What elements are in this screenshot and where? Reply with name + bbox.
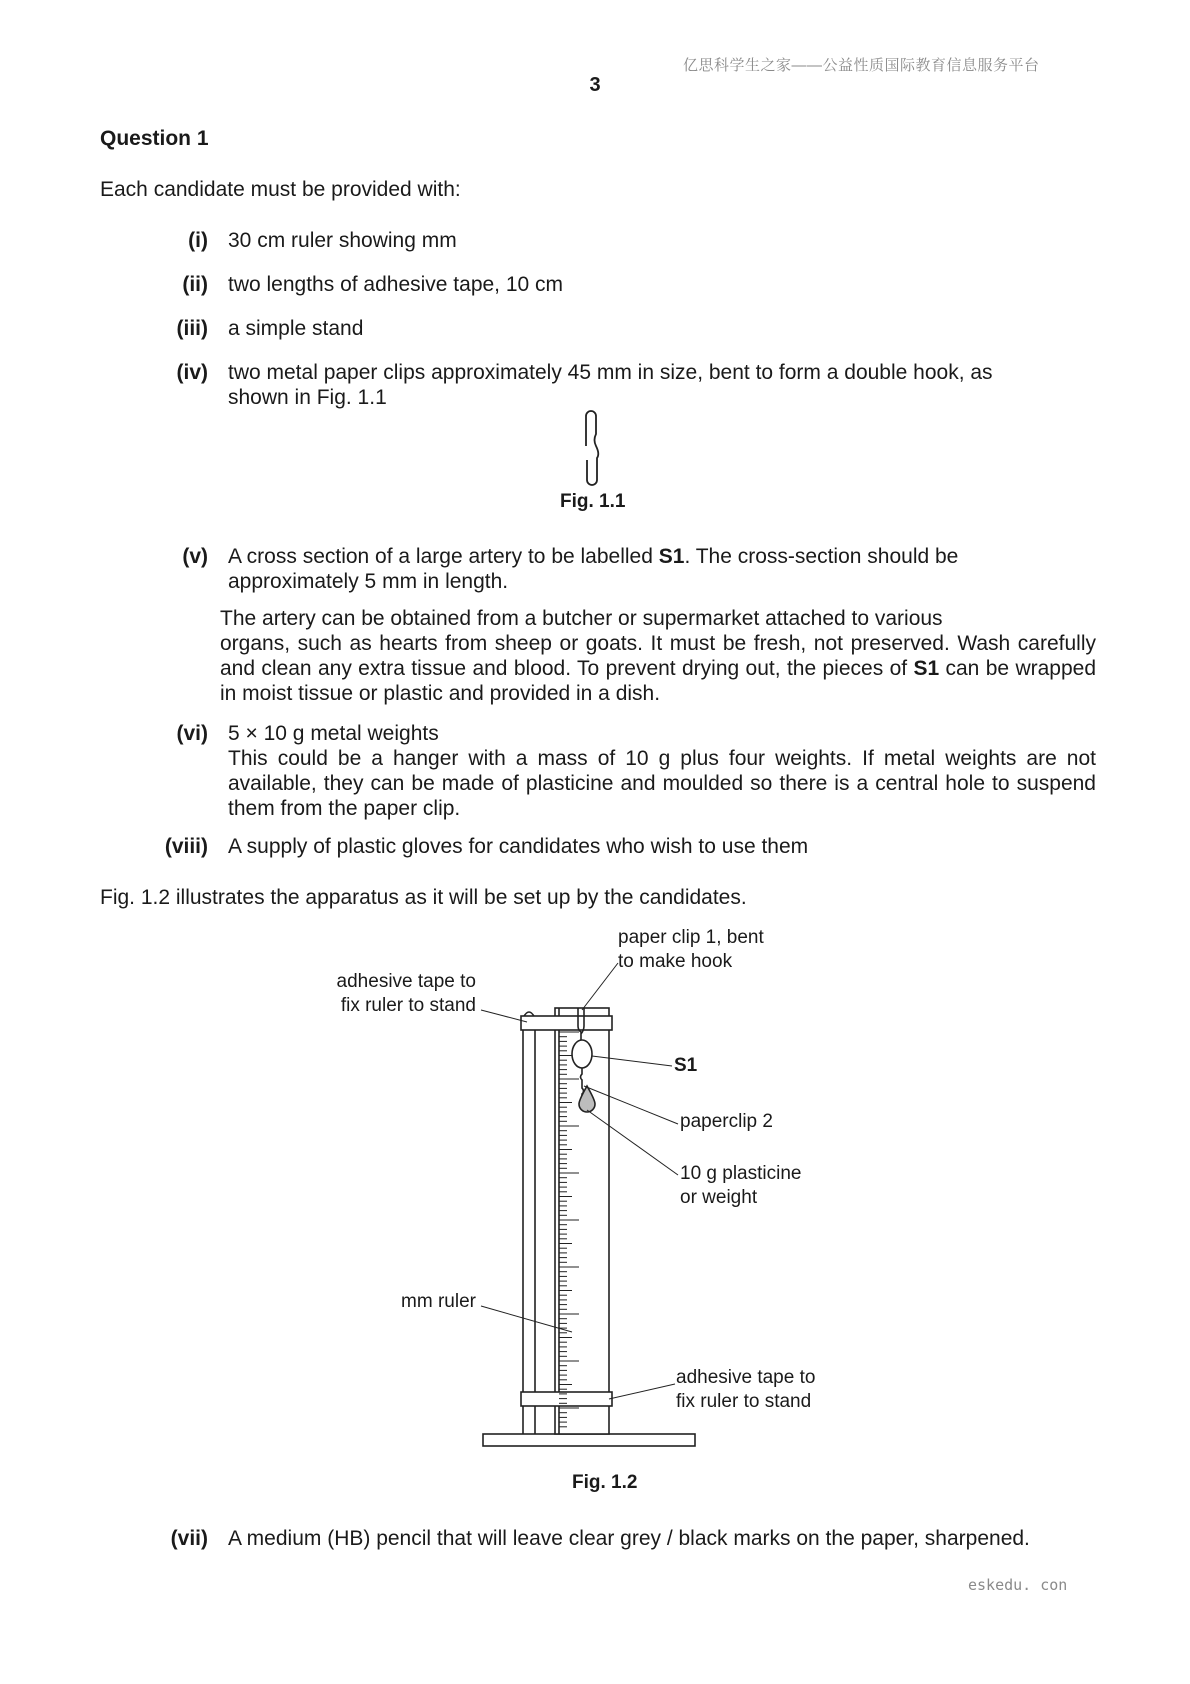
label-weight-line1: 10 g plasticine (680, 1163, 802, 1184)
label-tape-top (300, 970, 476, 1018)
item-label-v-text: (v) (182, 545, 208, 568)
header-site-text: 亿思科学生之家——公益性质国际教育信息服务平台 (683, 57, 1040, 74)
label-tape-top-line1: adhesive tape to (336, 971, 476, 992)
fig-1-2-intro: Fig. 1.2 illustrates the apparatus as it will be set up by the candidates. (100, 886, 747, 909)
item-text-v-after: . The cross-section should be (684, 545, 959, 568)
item-text-vii: A medium (HB) pencil that will leave clear grey / black marks on the paper, sharpened. (228, 1527, 1030, 1550)
artery-note-rest-after: can be wrapped in moist tissue or plastic and provided in a dish. (220, 657, 1096, 705)
fig-1-2-caption: Fig. 1.2 (572, 1472, 638, 1493)
item-label-iv: (iv) (176, 361, 208, 384)
leader-tape-top (481, 1010, 527, 1022)
leader-paper-clip-1 (582, 963, 618, 1010)
label-tape-bottom-line2: fix ruler to stand (676, 1391, 812, 1412)
stand-base (483, 1434, 695, 1446)
item-label-i: (i) (188, 229, 208, 252)
label-tape-top-line2: fix ruler to stand (340, 995, 476, 1016)
artery-note-s1: S1 (913, 657, 940, 680)
item-detail-vi: This could be a hanger with a mass of 10 g plus four weights. If metal weights are not available, they can be made of plasticine and moulded so there is a central hole to suspend them from the paper clip. (228, 747, 1096, 820)
page-number: 3 (589, 74, 601, 96)
item-label-iii: (iii) (176, 317, 208, 340)
question-intro: Each candidate must be provided with: (100, 178, 461, 201)
label-tape-bottom (676, 1366, 815, 1414)
item-text-iv-line1: two metal paper clips approximately 45 mm in size, bent to form a double hook, as (228, 361, 993, 384)
item-text-iv-line2: shown in Fig. 1.1 (228, 386, 387, 409)
label-weight (680, 1162, 801, 1210)
item-text-v-line2: approximately 5 mm in length. (228, 570, 509, 593)
item-text-viii: A supply of plastic gloves for candidates who wish to use them (228, 835, 809, 858)
label-mm-ruler: mm ruler (401, 1291, 476, 1312)
fig-1-1-caption: Fig. 1.1 (560, 491, 626, 512)
label-paper-clip-1 (618, 926, 764, 974)
label-weight-line2: or weight (680, 1187, 758, 1208)
label-tape-bottom-line1: adhesive tape to (676, 1367, 816, 1388)
item-label-ii: (ii) (182, 273, 208, 296)
item-label-vi: (vi) (176, 722, 208, 745)
leader-tape-bottom (609, 1384, 675, 1399)
label-paperclip-2: paperclip 2 (680, 1111, 773, 1132)
footer-site: eskedu. con (968, 1576, 1068, 1594)
item-text-v-s1: S1 (658, 545, 685, 568)
item-label-viii: (viii) (164, 835, 208, 858)
item-text-v-before: A cross section of a large artery to be labelled (228, 545, 659, 568)
label-paper-clip-1-line2: to make hook (618, 951, 733, 972)
item-text-iii: a simple stand (228, 317, 364, 340)
label-paper-clip-1-line1: paper clip 1, bent (618, 927, 764, 948)
item-text-ii: two lengths of adhesive tape, 10 cm (228, 273, 564, 296)
label-s1: S1 (674, 1055, 698, 1076)
question-title: Question 1 (100, 127, 209, 150)
artery-note-line1: The artery can be obtained from a butcher or supermarket attached to various (220, 607, 943, 630)
tape-top (521, 1016, 612, 1030)
item-label-vii: (vii) (170, 1527, 208, 1550)
s1-ring (572, 1040, 592, 1068)
item-text-i: 30 cm ruler showing mm (228, 229, 457, 252)
artery-note-rest-before: organs, such as hearts from sheep or goats. It must be fresh, not preserved. Wash carefully and clean any extra tissue and blood. To prevent drying out, the pieces of (220, 632, 1096, 680)
item-text-vi: 5 × 10 g metal weights (228, 722, 439, 745)
